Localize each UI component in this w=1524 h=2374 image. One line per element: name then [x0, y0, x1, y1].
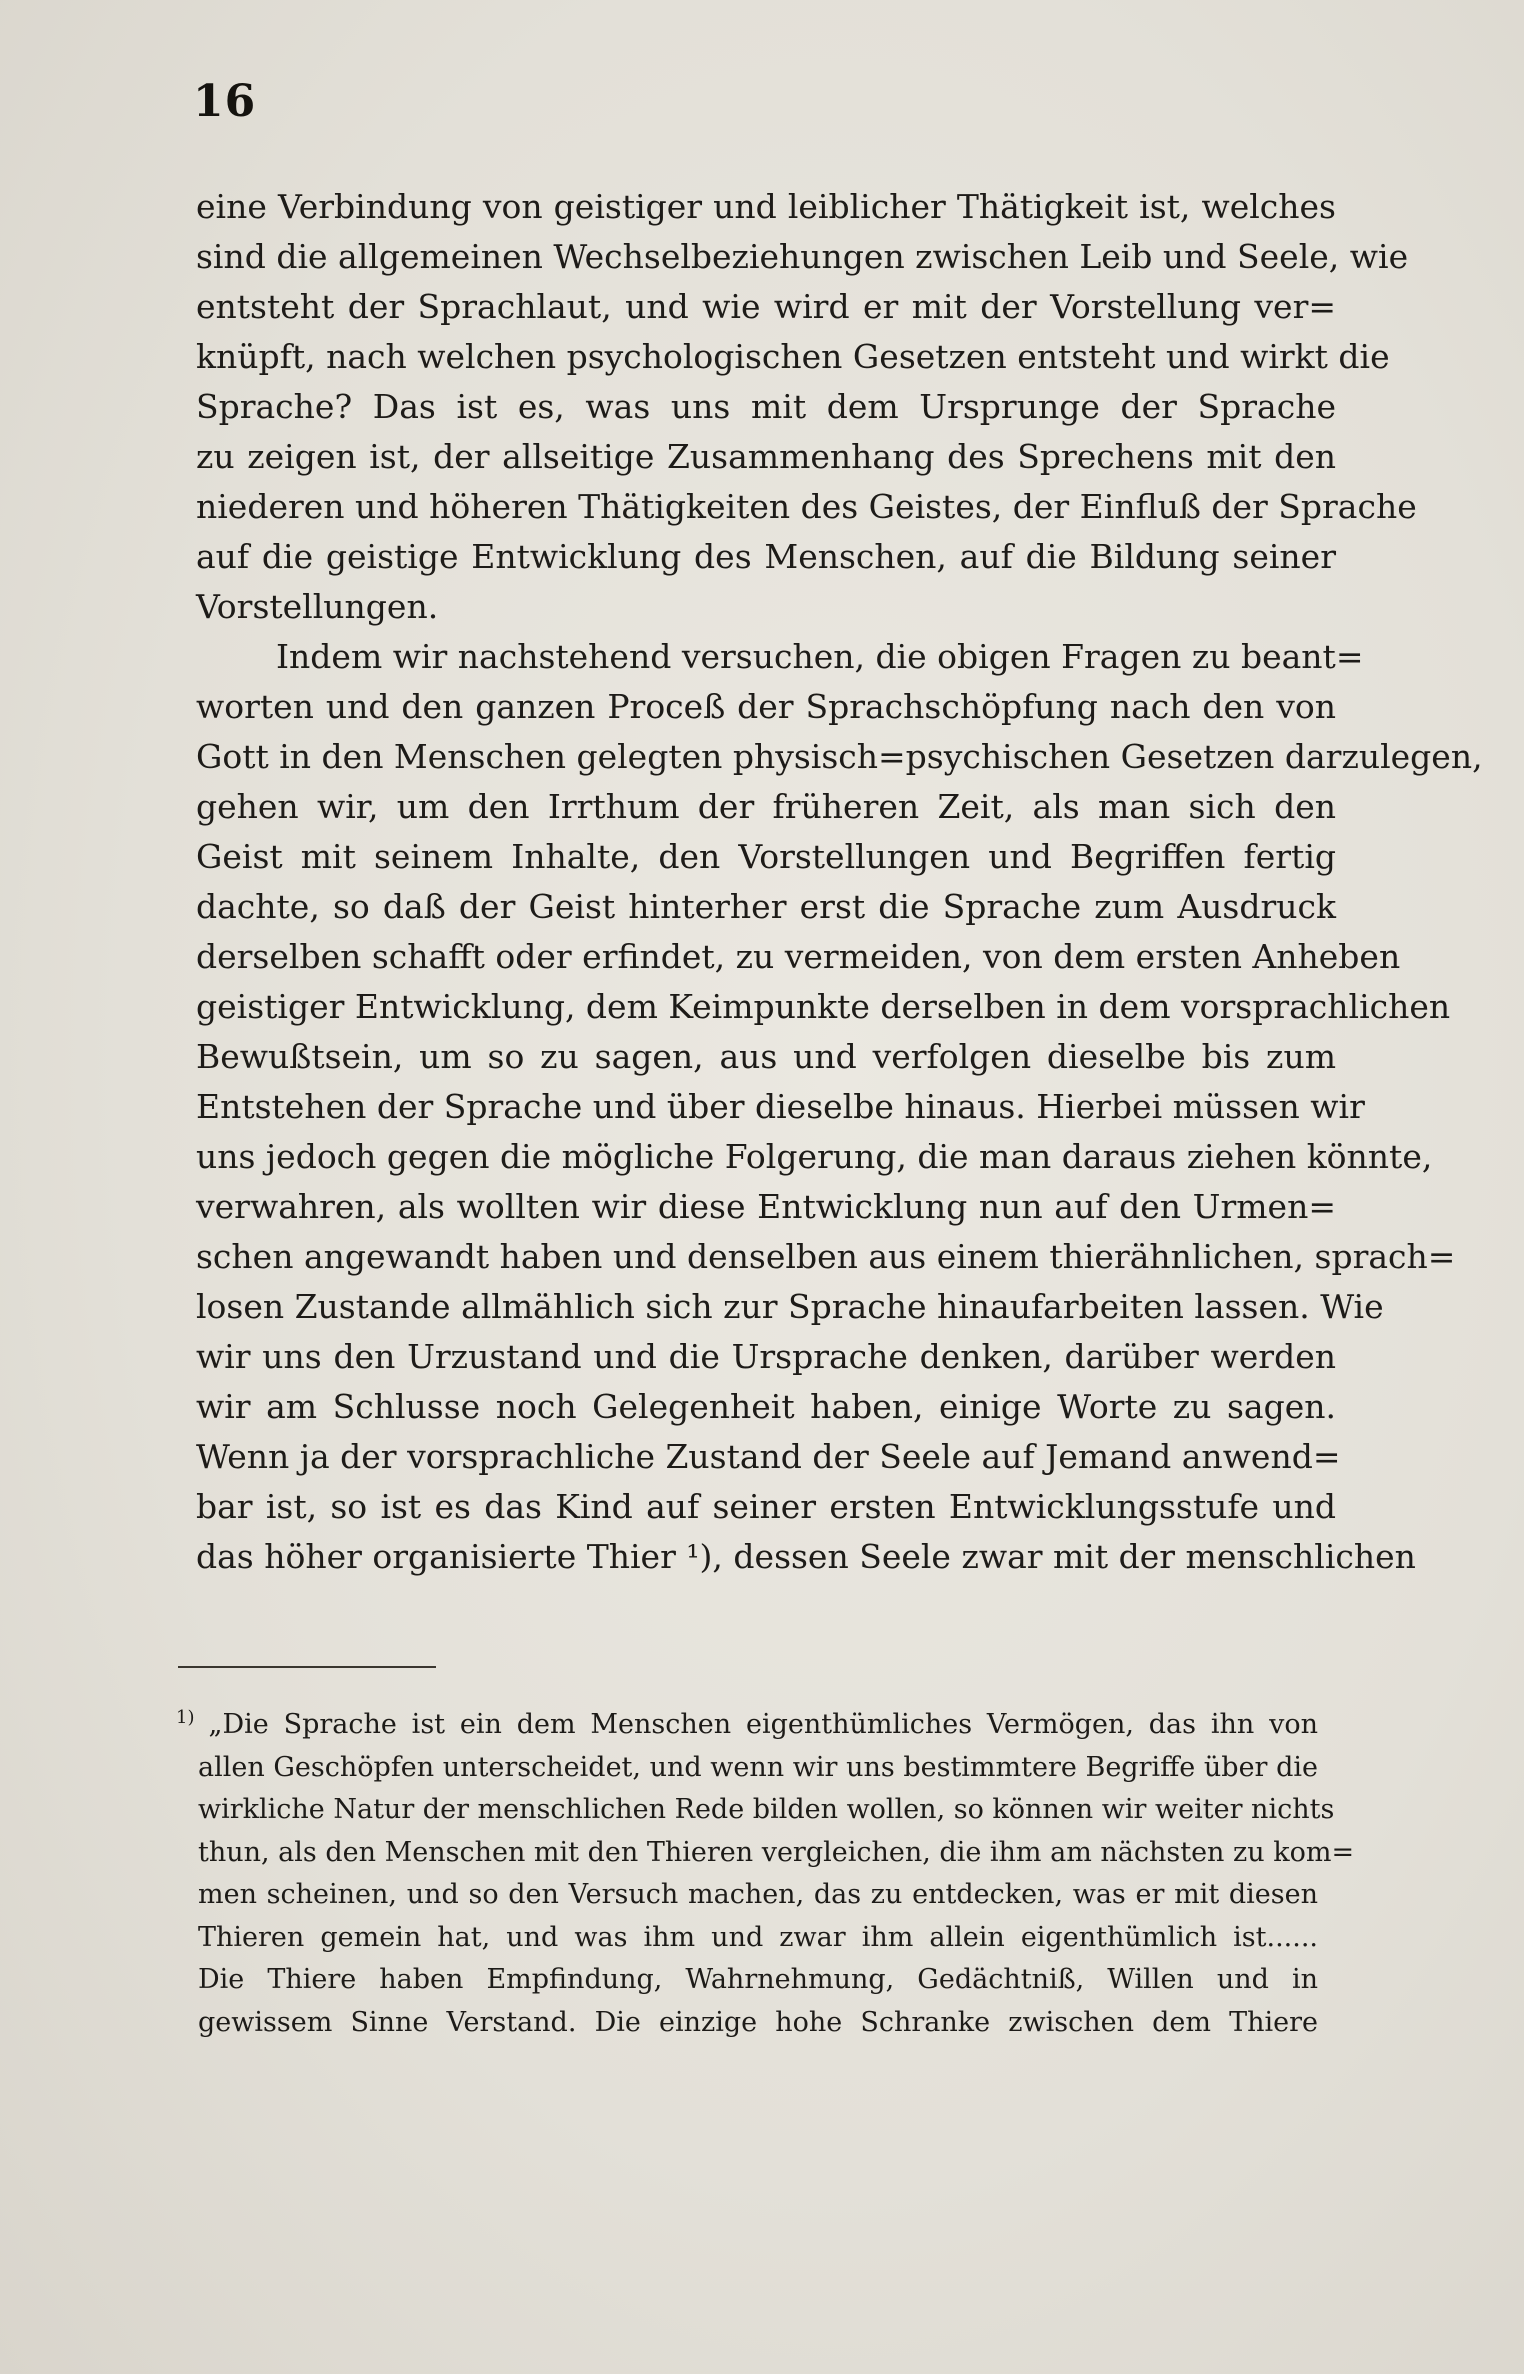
text-line: Sprache? Das ist es, was uns mit dem Ursprunge der Sprache [196, 387, 1336, 426]
footnote-line: allen Geschöpfen unterscheidet, und wenn wir uns bestimmtere Begriffe über die [198, 1751, 1318, 1783]
text-line: gehen wir, um den Irrthum der früheren Zeit, als man sich den [196, 787, 1336, 826]
text-line: worten und den ganzen Proceß der Sprachschöpfung nach den von [196, 687, 1336, 726]
footnote-line: gewissem Sinne Verstand. Die einzige hohe Schranke zwischen dem Thiere [198, 2006, 1318, 2038]
main-text-block [196, 182, 1483, 1582]
text-line: Geist mit seinem Inhalte, den Vorstellungen und Begriffen fertig [196, 837, 1336, 876]
footnote-line: wirkliche Natur der menschlichen Rede bilden wollen, so können wir weiter nichts [198, 1794, 1335, 1825]
footnote-line: Die Thiere haben Empfindung, Wahrnehmung, Gedächtniß, Willen und in [198, 1964, 1318, 1995]
text-line: zu zeigen ist, der allseitige Zusammenhang des Sprechens mit den [196, 437, 1336, 476]
footnote-line: Thieren gemein hat, und was ihm und zwar ihm allein eigenthümlich ist...... [198, 1921, 1318, 1953]
text-line: knüpft, nach welchen psychologischen Gesetzen entsteht und wirkt die [196, 337, 1390, 376]
footnote-divider [178, 1666, 436, 1668]
text-line: Entstehen der Sprache und über dieselbe hinaus. Hierbei müssen wir [196, 1087, 1365, 1126]
text-line: schen angewandt haben und denselben aus einem thierähnlichen, sprach= [196, 1237, 1456, 1276]
text-line: niederen und höheren Thätigkeiten des Geistes, der Einfluß der Sprache [196, 487, 1417, 526]
footnote-marker: 1) [176, 1707, 195, 1728]
text-line: wir am Schlusse noch Gelegenheit haben, einige Worte zu sagen. [196, 1387, 1336, 1426]
text-line: geistiger Entwicklung, dem Keimpunkte derselben in dem vorsprachlichen [196, 987, 1451, 1026]
text-line: sind die allgemeinen Wechselbeziehungen zwischen Leib und Seele, wie [196, 237, 1409, 276]
text-line: auf die geistige Entwicklung des Menschen, auf die Bildung seiner [196, 537, 1336, 576]
text-line: Gott in den Menschen gelegten physisch=psychischen Gesetzen darzulegen, [196, 737, 1483, 776]
text-line: das höher organisierte Thier ¹), dessen Seele zwar mit der menschlichen [196, 1537, 1416, 1576]
footnote-line [176, 1704, 1318, 1747]
text-line: verwahren, als wollten wir diese Entwicklung nun auf den Urmen= [196, 1187, 1336, 1226]
text-line: dachte, so daß der Geist hinterher erst die Sprache zum Ausdruck [196, 887, 1336, 926]
text-line: Bewußtsein, um so zu sagen, aus und verfolgen dieselbe bis zum [196, 1037, 1336, 1076]
footnote-block [176, 1704, 1355, 2044]
text-line: entsteht der Sprachlaut, und wie wird er mit der Vorstellung ver= [196, 287, 1336, 326]
page-number: 16 [193, 76, 257, 127]
text-line: Indem wir nachstehend versuchen, die obigen Fragen zu beant= [276, 637, 1364, 676]
footnote-line: thun, als den Menschen mit den Thieren vergleichen, die ihm am nächsten zu kom= [198, 1836, 1355, 1868]
text-line: Wenn ja der vorsprachliche Zustand der Seele auf Jemand anwend= [196, 1437, 1341, 1476]
text-line: losen Zustande allmählich sich zur Sprache hinaufarbeiten lassen. Wie [196, 1287, 1384, 1326]
text-line: Vorstellungen. [196, 587, 439, 626]
footnote-text: „Die Sprache ist ein dem Menschen eigenthümliches Vermögen, das ihn von [208, 1709, 1318, 1740]
text-line: derselben schafft oder erfindet, zu vermeiden, von dem ersten Anheben [196, 937, 1401, 976]
footnote-line: men scheinen, und so den Versuch machen, das zu entdecken, was er mit diesen [198, 1879, 1318, 1910]
text-line: eine Verbindung von geistiger und leiblicher Thätigkeit ist, welches [196, 187, 1336, 226]
text-line: bar ist, so ist es das Kind auf seiner ersten Entwicklungsstufe und [196, 1487, 1336, 1526]
text-line: wir uns den Urzustand und die Ursprache denken, darüber werden [196, 1337, 1336, 1376]
text-line: uns jedoch gegen die mögliche Folgerung, die man daraus ziehen könnte, [196, 1137, 1433, 1176]
